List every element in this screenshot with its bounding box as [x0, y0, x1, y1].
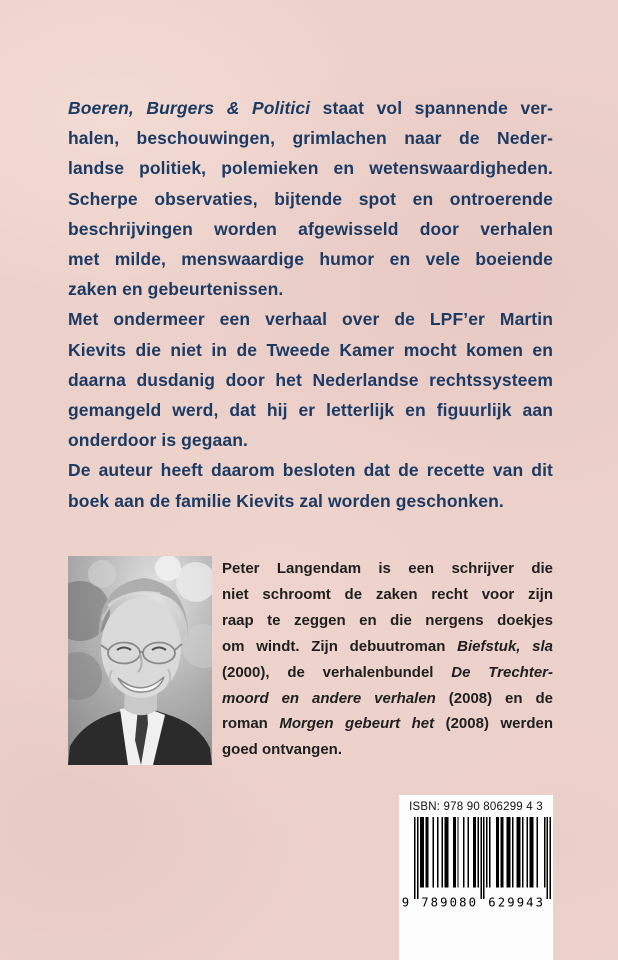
text-line: zaken en gebeurtenissen. — [68, 279, 284, 300]
text-line: moord en andere verhalen (2008) en de — [222, 689, 553, 707]
text-line: Kievits die niet in de Tweede Kamer mocht komen en — [68, 339, 553, 360]
text-line: Met ondermeer een verhaal over de LPF’er Martin — [68, 309, 553, 330]
text-line: (2000), de verhalenbundel De Trechter- — [222, 663, 553, 681]
text-line: Boeren, Burgers & Politici staat vol spannende ver- — [68, 98, 553, 118]
svg-text:789080: 789080 — [421, 895, 476, 910]
text-line: met milde, menswaardige humor en vele boeiende — [68, 249, 553, 270]
text-line: roman Morgen gebeurt het (2008) werden — [222, 715, 553, 733]
text-line: raap te zeggen en die nergens doekjes — [222, 611, 553, 629]
svg-text:629943: 629943 — [488, 895, 544, 910]
text-line: Peter Langendam is een schrijver die — [222, 560, 553, 577]
text-line: gemangeld werd, dat hij er letterlijk en figuurlijk aan — [68, 400, 553, 421]
text-line: Scherpe observaties, bijtende spot en ontroerende — [68, 188, 553, 209]
author-bio — [222, 556, 553, 763]
text-line: om windt. Zijn debuutroman Biefstuk, sla — [222, 637, 554, 655]
isbn-number: ISBN: 978 90 806299 4 3 — [409, 801, 543, 813]
text-line: niet schroomt de zaken recht voor zijn — [222, 585, 553, 603]
blurb-text — [68, 93, 553, 516]
text-line: daarna dusdanig door het Nederlandse rechtssysteem — [68, 369, 553, 390]
text-line: goed ontvangen. — [222, 741, 342, 759]
text-line: halen, beschouwingen, grimlachen naar de Neder- — [68, 128, 553, 149]
isbn-label — [399, 795, 553, 960]
text-line: De auteur heeft daarom besloten dat de recette van dit — [68, 460, 553, 481]
text-line: beschrijvingen worden afgewisseld door verhalen — [68, 218, 553, 239]
text-line: landse politiek, polemieken en wetenswaardigheden. — [68, 158, 553, 179]
ean-barcode-icon — [401, 817, 551, 909]
text-line: boek aan de familie Kievits zal worden geschonken. — [68, 490, 504, 511]
text-line: onderdoor is gegaan. — [68, 430, 248, 451]
svg-text:9: 9 — [401, 895, 410, 910]
author-photo — [68, 556, 212, 765]
